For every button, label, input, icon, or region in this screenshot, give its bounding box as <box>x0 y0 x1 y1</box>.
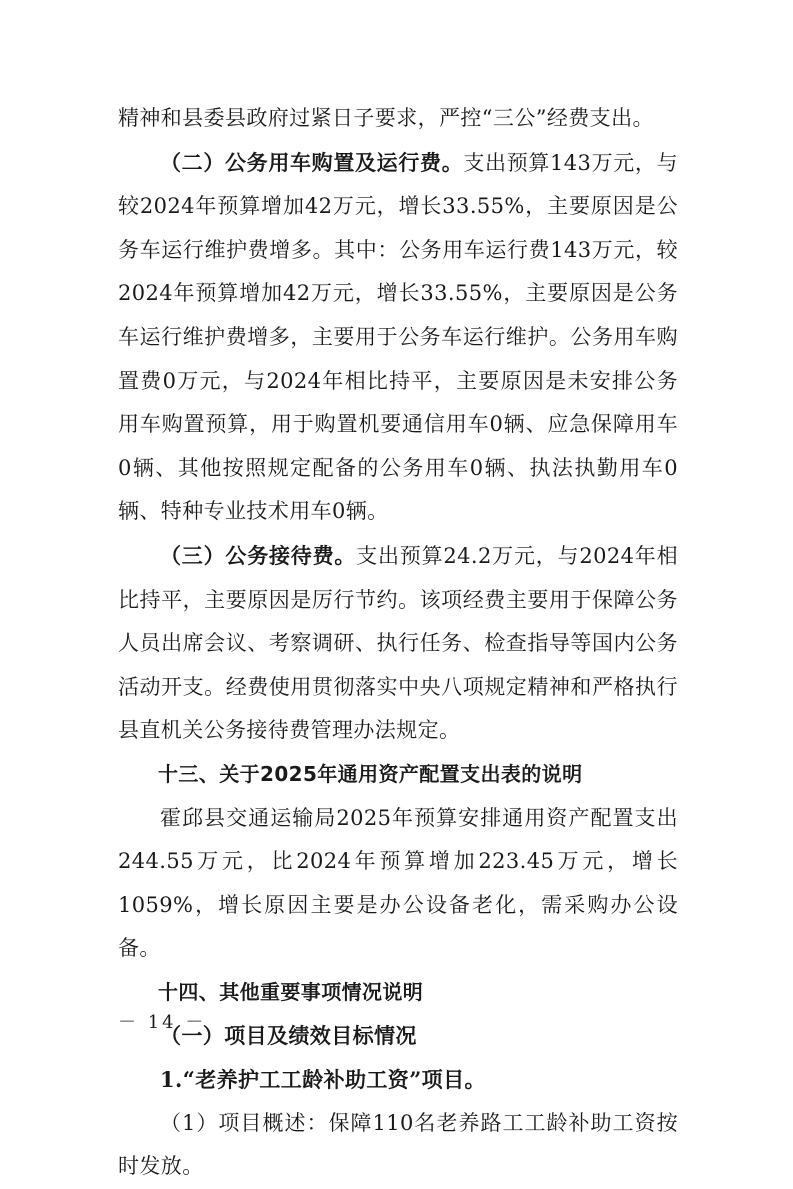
section-lead-reception: （三）公务接待费。 <box>160 542 357 568</box>
paragraph-vehicle-costs <box>118 141 678 534</box>
section-body-vehicle: 支出预算143万元，与较2024年预算增加42万元，增长33.55%，主要原因是公务车运行维护费增多。其中：公务用车运行费143万元，较2024年预算增加42万元，增长33.55%，主要原因是公务车运行维护费增多，主要用于公务车运行维护。公务用车购置费0万元，与2024年相比持平，主要原因是未安排公务用车购置预算，用于购置机要通信用车0辆、应急保障用车0辆、其他按照规定配备的公务用车0辆、执法执勤用车0辆、特种专业技术用车0辆。 <box>118 150 678 524</box>
heading-14-1: （一）项目及绩效目标情况 <box>160 1023 417 1049</box>
heading-14-1-1: 1.“老养护工工龄补助工资”项目。 <box>160 1067 486 1093</box>
heading-14: 十四、其他重要事项情况说明 <box>158 979 424 1004</box>
paragraph-asset-config: 霍邱县交通运输局2025年预算安排通用资产配置支出244.55万元，比2024年预算增加223.45万元，增长1059%，增长原因主要是办公设备老化，需采购办公设备。 <box>118 805 678 961</box>
paragraph-reception-costs <box>118 534 678 753</box>
paragraph-project-overview: （1）项目概述：保障110名老养路工工龄补助工资按时发放。 <box>118 1110 678 1179</box>
section-lead-vehicle: （二）公务用车购置及运行费。 <box>160 149 464 175</box>
paragraph-continuation: 精神和县委县政府过紧日子要求，严控“三公”经费支出。 <box>118 106 654 130</box>
page-number: － 14 － <box>118 1012 207 1033</box>
heading-13: 十三、关于2025年通用资产配置支出表的说明 <box>158 761 583 786</box>
section-body-reception: 支出预算24.2万元，与2024年相比持平，主要原因是厉行节约。该项经费主要用于保障公务人员出席会议、考察调研、执行任务、检查指导等国内公务活动开支。经费使用贯彻落实中央八项规定精神和严格执行县直机关公务接待费管理办法规定。 <box>118 543 678 743</box>
